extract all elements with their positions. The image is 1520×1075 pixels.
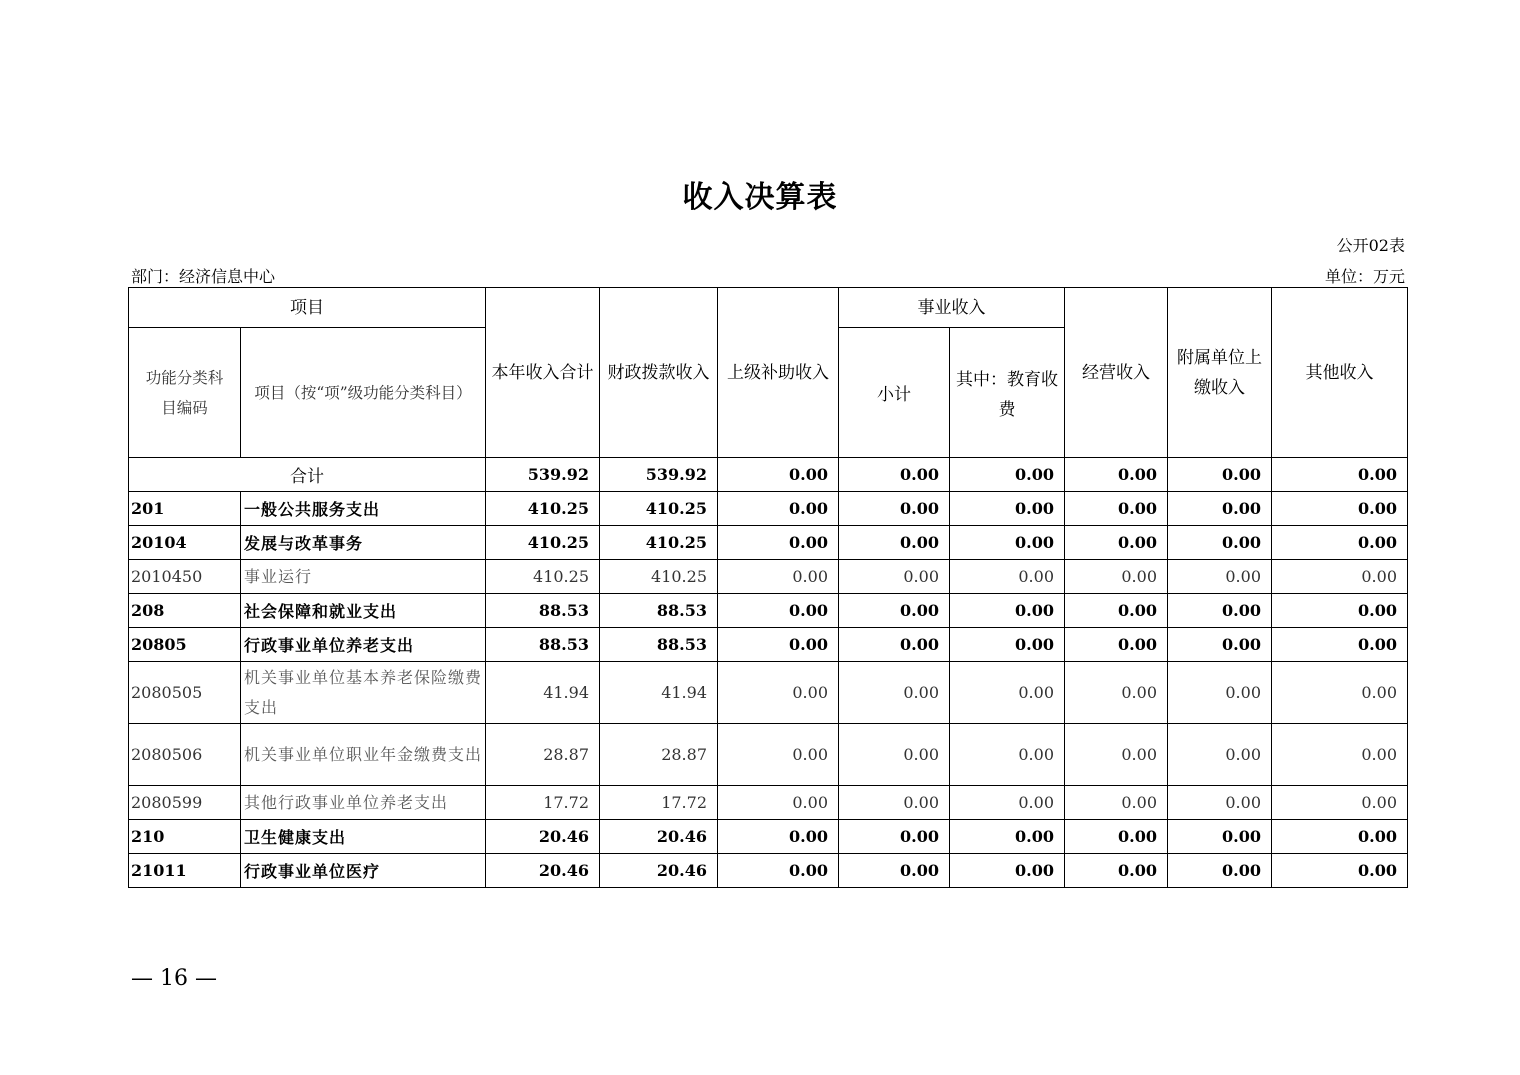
- row-value: 0.00: [1065, 724, 1168, 786]
- header-superior: 上级补助收入: [718, 288, 839, 458]
- row-value: 0.00: [839, 628, 950, 662]
- row-value: 0.00: [839, 662, 950, 724]
- row-value: 0.00: [839, 724, 950, 786]
- row-value: 0.00: [1065, 560, 1168, 594]
- row-name: 卫生健康支出: [241, 820, 486, 854]
- row-value: 0.00: [1168, 560, 1272, 594]
- page-number: — 16 —: [131, 966, 217, 991]
- table-row: [129, 786, 1408, 820]
- unit-label: 单位：万元: [1324, 267, 1405, 286]
- row-value: 0.00: [718, 820, 839, 854]
- row-value: 0.00: [839, 594, 950, 628]
- row-code: 201: [129, 492, 241, 526]
- row-value: 410.25: [486, 492, 600, 526]
- table-row: [129, 854, 1408, 888]
- row-value: 0.00: [950, 594, 1065, 628]
- table-row: [129, 492, 1408, 526]
- row-code: 20805: [129, 628, 241, 662]
- row-value: 88.53: [486, 628, 600, 662]
- row-value: 0.00: [839, 820, 950, 854]
- row-value: 88.53: [600, 628, 718, 662]
- total-label: 合计: [129, 458, 486, 492]
- row-value: 0.00: [718, 594, 839, 628]
- row-code: 2010450: [129, 560, 241, 594]
- row-value: 0.00: [1065, 662, 1168, 724]
- row-code: 208: [129, 594, 241, 628]
- row-value: 0.00: [950, 628, 1065, 662]
- header-project: 项目: [129, 288, 486, 328]
- row-value: 0.00: [950, 820, 1065, 854]
- row-value: 0.00: [1168, 492, 1272, 526]
- row-value: 0.00: [718, 854, 839, 888]
- row-value: 0.00: [1168, 786, 1272, 820]
- row-value: 0.00: [950, 786, 1065, 820]
- table-row: [129, 594, 1408, 628]
- header-business: 事业收入: [839, 288, 1065, 328]
- page-title: 收入决算表: [682, 180, 838, 215]
- row-value: 0.00: [1065, 628, 1168, 662]
- row-value: 0.00: [718, 560, 839, 594]
- row-value: 0.00: [1168, 820, 1272, 854]
- header-other: 其他收入: [1272, 288, 1408, 458]
- row-value: 0.00: [1272, 854, 1408, 888]
- table-row: [129, 560, 1408, 594]
- row-code: 21011: [129, 854, 241, 888]
- row-value: 0.00: [718, 526, 839, 560]
- row-value: 41.94: [486, 662, 600, 724]
- row-value: 410.25: [600, 526, 718, 560]
- table-header: [129, 288, 1408, 458]
- table-row: [129, 526, 1408, 560]
- row-value: 0.00: [1065, 786, 1168, 820]
- row-value: 88.53: [600, 594, 718, 628]
- row-value: 0.00: [1168, 662, 1272, 724]
- row-value: 20.46: [600, 854, 718, 888]
- row-value: 0.00: [1065, 594, 1168, 628]
- income-table: [128, 287, 1408, 888]
- row-value: 41.94: [600, 662, 718, 724]
- total-value: 0.00: [1065, 458, 1168, 492]
- row-value: 20.46: [486, 820, 600, 854]
- row-value: 0.00: [1272, 786, 1408, 820]
- row-value: 0.00: [718, 662, 839, 724]
- total-value: 0.00: [950, 458, 1065, 492]
- row-name: 发展与改革事务: [241, 526, 486, 560]
- row-value: 0.00: [1272, 628, 1408, 662]
- row-name: 机关事业单位职业年金缴费支出: [241, 724, 486, 786]
- header-edu-fee: 其中：教育收费: [950, 328, 1065, 458]
- row-value: 0.00: [718, 724, 839, 786]
- row-value: 0.00: [1272, 560, 1408, 594]
- row-value: 410.25: [486, 526, 600, 560]
- row-value: 0.00: [839, 492, 950, 526]
- total-value: 539.92: [600, 458, 718, 492]
- row-value: 0.00: [1168, 854, 1272, 888]
- row-value: 88.53: [486, 594, 600, 628]
- row-value: 28.87: [600, 724, 718, 786]
- row-value: 0.00: [950, 724, 1065, 786]
- row-value: 0.00: [1168, 594, 1272, 628]
- row-value: 0.00: [1272, 526, 1408, 560]
- department-label: 部门：经济信息中心: [131, 267, 276, 286]
- row-value: 0.00: [718, 628, 839, 662]
- total-row: [129, 458, 1408, 492]
- row-value: 0.00: [1168, 628, 1272, 662]
- header-operating: 经营收入: [1065, 288, 1168, 458]
- row-name: 机关事业单位基本养老保险缴费支出: [241, 662, 486, 724]
- total-value: 0.00: [839, 458, 950, 492]
- header-total-income: 本年收入合计: [486, 288, 600, 458]
- row-name: 行政事业单位养老支出: [241, 628, 486, 662]
- row-value: 0.00: [1168, 724, 1272, 786]
- row-value: 0.00: [1168, 526, 1272, 560]
- row-value: 0.00: [839, 854, 950, 888]
- row-name: 其他行政事业单位养老支出: [241, 786, 486, 820]
- total-value: 0.00: [1272, 458, 1408, 492]
- row-value: 0.00: [718, 492, 839, 526]
- row-value: 0.00: [950, 854, 1065, 888]
- total-value: 0.00: [718, 458, 839, 492]
- table-row: [129, 820, 1408, 854]
- row-name: 一般公共服务支出: [241, 492, 486, 526]
- row-value: 0.00: [1272, 820, 1408, 854]
- header-func-code: 功能分类科目编码: [129, 328, 241, 458]
- row-value: 0.00: [1065, 526, 1168, 560]
- row-value: 20.46: [486, 854, 600, 888]
- row-code: 2080506: [129, 724, 241, 786]
- total-value: 0.00: [1168, 458, 1272, 492]
- table-row: [129, 724, 1408, 786]
- row-value: 0.00: [1065, 492, 1168, 526]
- row-value: 17.72: [600, 786, 718, 820]
- row-value: 410.25: [486, 560, 600, 594]
- row-value: 0.00: [839, 560, 950, 594]
- row-value: 0.00: [1065, 854, 1168, 888]
- row-value: 0.00: [950, 526, 1065, 560]
- header-subtotal: 小计: [839, 328, 950, 458]
- row-value: 0.00: [1272, 724, 1408, 786]
- row-name: 行政事业单位医疗: [241, 854, 486, 888]
- total-value: 539.92: [486, 458, 600, 492]
- header-item-name: 项目（按“项”级功能分类科目）: [241, 328, 486, 458]
- row-name: 事业运行: [241, 560, 486, 594]
- row-code: 20104: [129, 526, 241, 560]
- table-row: [129, 628, 1408, 662]
- header-fiscal: 财政拨款收入: [600, 288, 718, 458]
- row-value: 28.87: [486, 724, 600, 786]
- row-code: 2080505: [129, 662, 241, 724]
- row-value: 0.00: [1272, 492, 1408, 526]
- row-value: 0.00: [1065, 820, 1168, 854]
- row-value: 0.00: [718, 786, 839, 820]
- header-affiliated: 附属单位上缴收入: [1168, 288, 1272, 458]
- row-name: 社会保障和就业支出: [241, 594, 486, 628]
- row-value: 0.00: [950, 492, 1065, 526]
- row-value: 17.72: [486, 786, 600, 820]
- row-value: 0.00: [1272, 662, 1408, 724]
- row-code: 2080599: [129, 786, 241, 820]
- row-value: 0.00: [1272, 594, 1408, 628]
- row-value: 0.00: [950, 560, 1065, 594]
- row-value: 0.00: [950, 662, 1065, 724]
- row-value: 410.25: [600, 560, 718, 594]
- row-value: 410.25: [600, 492, 718, 526]
- row-value: 20.46: [600, 820, 718, 854]
- row-value: 0.00: [839, 526, 950, 560]
- form-number: 公开02表: [1336, 236, 1405, 255]
- row-code: 210: [129, 820, 241, 854]
- row-value: 0.00: [839, 786, 950, 820]
- table-row: [129, 662, 1408, 724]
- table-body: [129, 458, 1408, 888]
